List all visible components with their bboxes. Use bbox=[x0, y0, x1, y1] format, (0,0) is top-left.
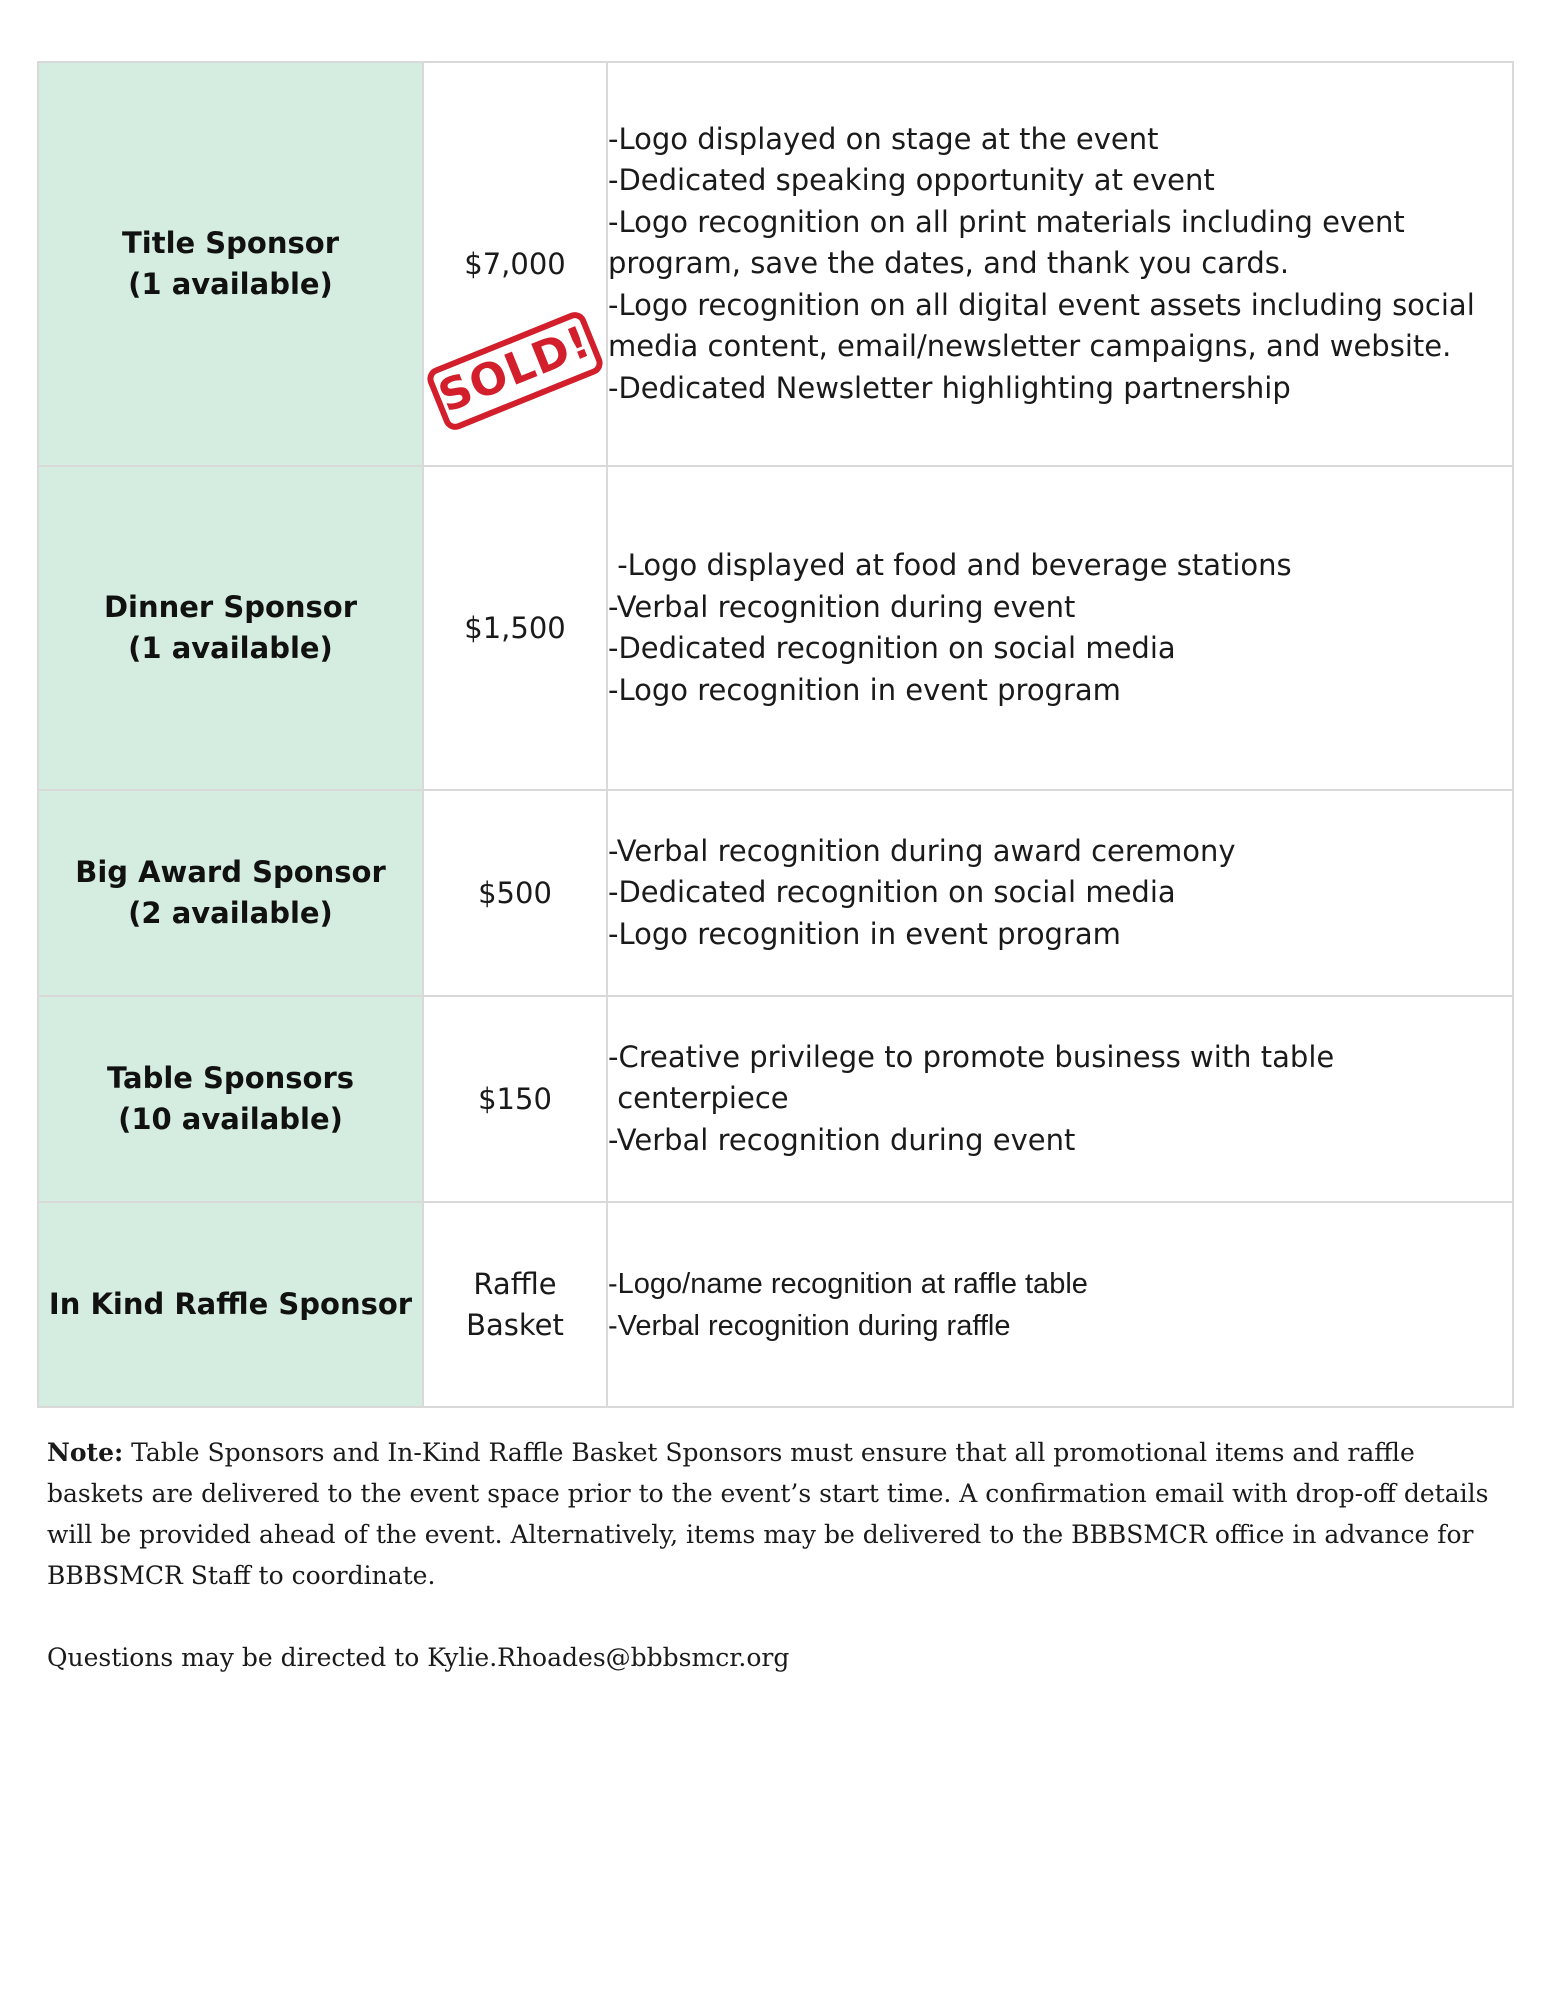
benefit-item: -Logo recognition on all print materials including event bbox=[608, 204, 1405, 239]
note-label: Note: bbox=[47, 1438, 124, 1467]
tier-price-line: Raffle bbox=[473, 1266, 557, 1301]
benefits-cell bbox=[607, 996, 1513, 1202]
sponsorship-table bbox=[37, 61, 1514, 1408]
tier-availability: (1 available) bbox=[128, 267, 333, 301]
benefit-item: program, save the dates, and thank you cards. bbox=[608, 246, 1290, 281]
benefits-cell bbox=[607, 62, 1513, 466]
table-row-big-award-sponsor bbox=[38, 790, 1513, 996]
tier-price-line: Basket bbox=[466, 1307, 564, 1342]
table-row-in-kind-raffle-sponsor bbox=[38, 1202, 1513, 1407]
benefit-item: media content, email/newsletter campaigns, and website. bbox=[608, 329, 1452, 364]
tier-availability: (2 available) bbox=[128, 896, 333, 930]
tier-price: $150 bbox=[478, 1081, 552, 1116]
notes-section bbox=[47, 1432, 1502, 1678]
benefit-item: -Verbal recognition during award ceremony bbox=[608, 833, 1236, 868]
benefit-item: -Verbal recognition during event bbox=[608, 589, 1076, 624]
price-cell bbox=[423, 996, 607, 1202]
benefit-item: -Logo recognition on all digital event assets including social bbox=[608, 287, 1475, 322]
benefit-item: -Verbal recognition during event bbox=[608, 1122, 1076, 1157]
price-cell bbox=[423, 1202, 607, 1407]
note-text: Table Sponsors and In-Kind Raffle Basket Sponsors must ensure that all promotional items and raffle baskets are delivered to the event space prior to the event’s start time. A confirmation email with drop-off details will be provided ahead of the event. Alternatively, items may be delivered to the BBBSMCR office in advance for BBBSMCR Staff to coordinate. bbox=[47, 1438, 1489, 1590]
benefit-item: -Logo displayed at food and beverage stations bbox=[608, 548, 1292, 582]
benefit-item: -Dedicated recognition on social media bbox=[608, 631, 1176, 665]
tier-name: Big Award Sponsor bbox=[75, 855, 386, 889]
table-row-title-sponsor bbox=[38, 62, 1513, 466]
price-cell bbox=[423, 790, 607, 996]
tier-availability: (1 available) bbox=[128, 631, 333, 665]
benefit-item: -Logo recognition in event program bbox=[608, 916, 1121, 951]
benefit-item: -Creative privilege to promote business with table bbox=[608, 1039, 1335, 1074]
benefit-item: -Dedicated recognition on social media bbox=[608, 875, 1176, 910]
benefits-cell bbox=[607, 1202, 1513, 1407]
note-paragraph bbox=[47, 1432, 1502, 1596]
benefit-item: -Verbal recognition during raffle bbox=[608, 1309, 1011, 1342]
price-cell bbox=[423, 62, 607, 466]
sponsorship-table-container bbox=[37, 61, 1514, 1408]
table-row-table-sponsors bbox=[38, 996, 1513, 1202]
tier-name: Table Sponsors bbox=[106, 1061, 355, 1095]
benefit-item: centerpiece bbox=[608, 1081, 789, 1116]
tier-price: $1,500 bbox=[464, 610, 566, 645]
benefit-item: -Logo/name recognition at raffle table bbox=[608, 1267, 1088, 1300]
table-row-dinner-sponsor bbox=[38, 466, 1513, 790]
benefits-cell bbox=[607, 466, 1513, 790]
tier-price: $7,000 bbox=[464, 246, 566, 281]
tier-cell bbox=[38, 996, 423, 1202]
tier-name: Title Sponsor bbox=[122, 226, 339, 260]
benefits-cell bbox=[607, 790, 1513, 996]
contact-line: Questions may be directed to Kylie.Rhoades@bbbsmcr.org bbox=[47, 1643, 790, 1672]
price-cell bbox=[423, 466, 607, 790]
benefit-item: -Dedicated Newsletter highlighting partnership bbox=[608, 370, 1291, 405]
benefit-item: -Logo displayed on stage at the event bbox=[608, 121, 1159, 156]
benefit-item: -Logo recognition in event program bbox=[608, 672, 1121, 707]
tier-cell bbox=[38, 790, 423, 996]
tier-cell bbox=[38, 62, 423, 466]
benefit-item: -Dedicated speaking opportunity at event bbox=[608, 163, 1215, 198]
tier-name: In Kind Raffle Sponsor bbox=[48, 1287, 413, 1321]
tier-name: Dinner Sponsor bbox=[103, 590, 358, 624]
tier-cell bbox=[38, 1202, 423, 1407]
tier-availability: (10 available) bbox=[118, 1102, 343, 1136]
tier-cell bbox=[38, 466, 423, 790]
tier-price: $500 bbox=[478, 875, 552, 910]
sold-stamp: SOLD! bbox=[424, 309, 606, 434]
